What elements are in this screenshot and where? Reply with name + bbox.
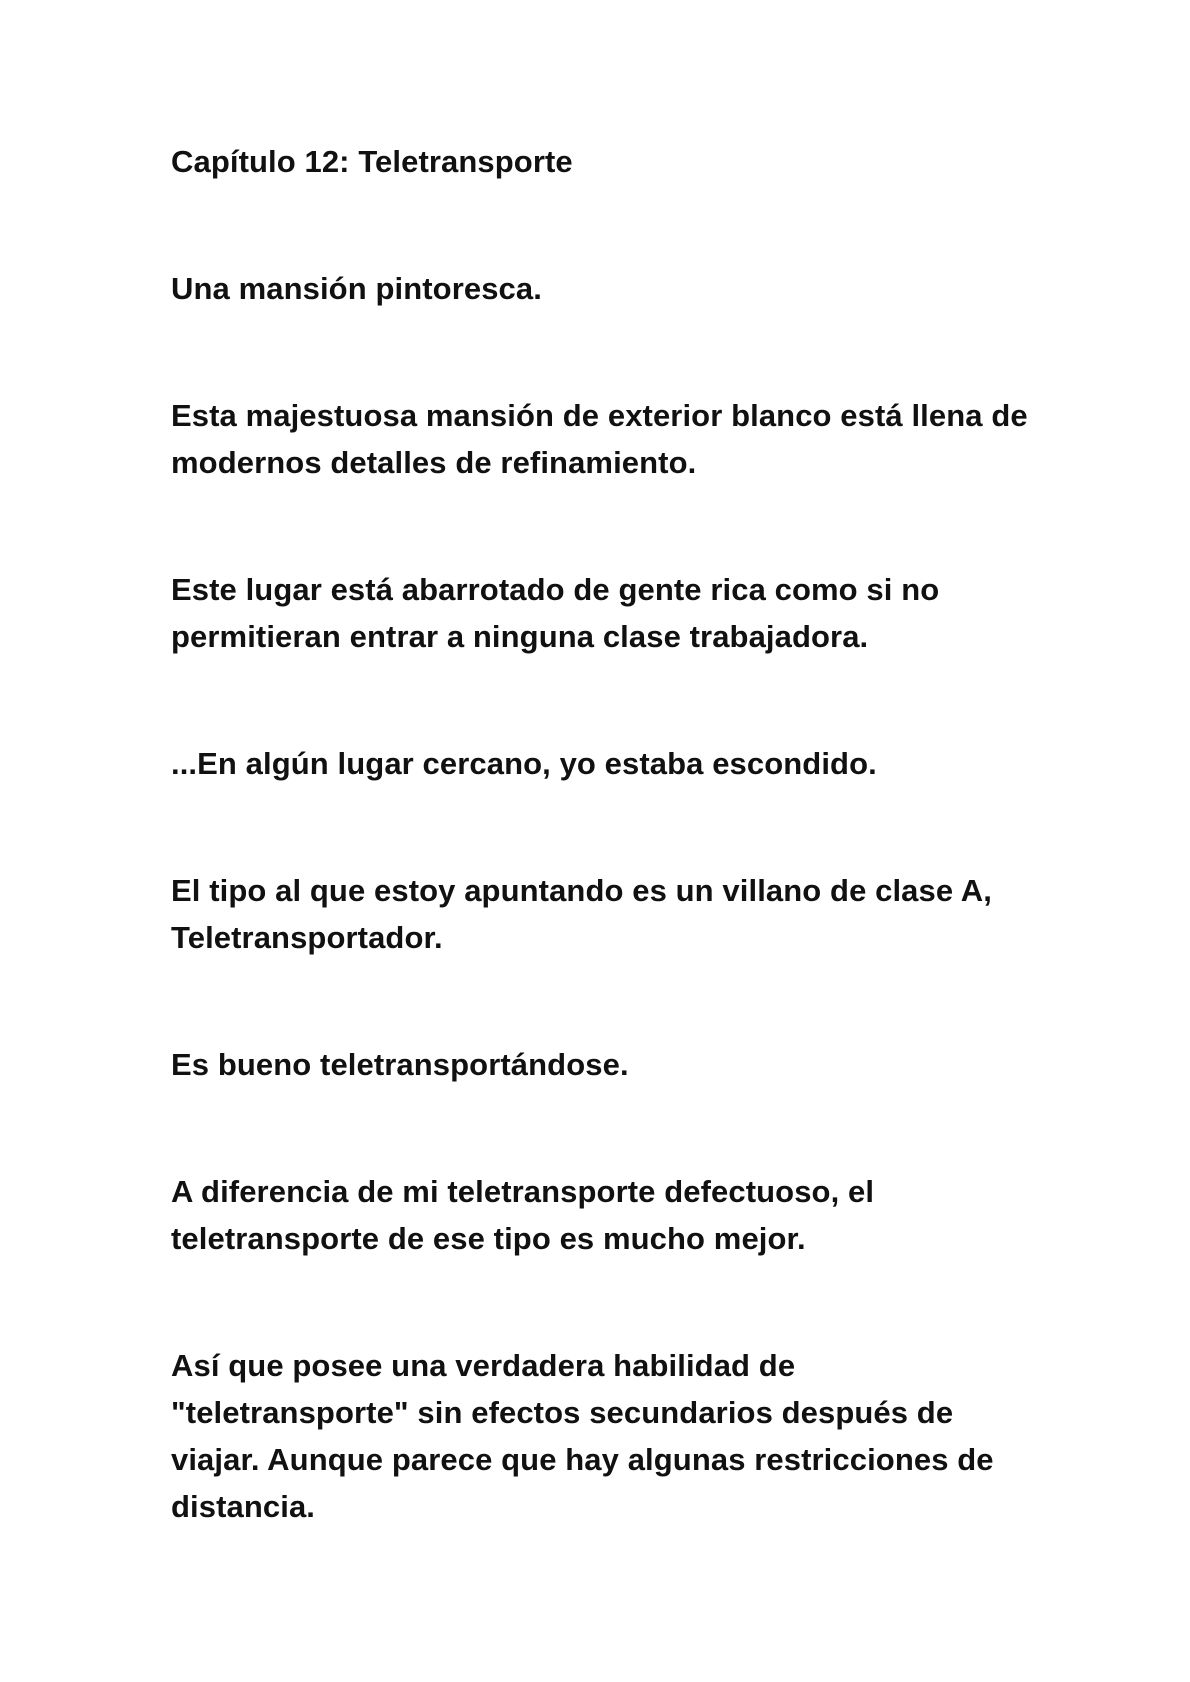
document-body — [171, 138, 1031, 1610]
chapter-title: Capítulo 12: Teletransporte — [171, 144, 573, 179]
paragraph: Es bueno teletransportándose. — [171, 1047, 629, 1082]
paragraph: ...En algún lugar cercano, yo estaba escondido. — [171, 746, 877, 781]
paragraph: Así que posee una verdadera habilidad de "teletransporte" sin efectos secundarios después de viajar. Aunque parece que hay algunas restricciones de distancia. — [171, 1348, 994, 1524]
paragraph: A diferencia de mi teletransporte defectuoso, el teletransporte de ese tipo es mucho mejor. — [171, 1174, 875, 1256]
paragraph: Una mansión pintoresca. — [171, 271, 542, 306]
paragraph: Esta majestuosa mansión de exterior blanco está llena de modernos detalles de refinamiento. — [171, 398, 1028, 480]
paragraph: Este lugar está abarrotado de gente rica como si no permitieran entrar a ninguna clase trabajadora. — [171, 572, 940, 654]
paragraph: El tipo al que estoy apuntando es un villano de clase A, Teletransportador. — [171, 873, 992, 955]
